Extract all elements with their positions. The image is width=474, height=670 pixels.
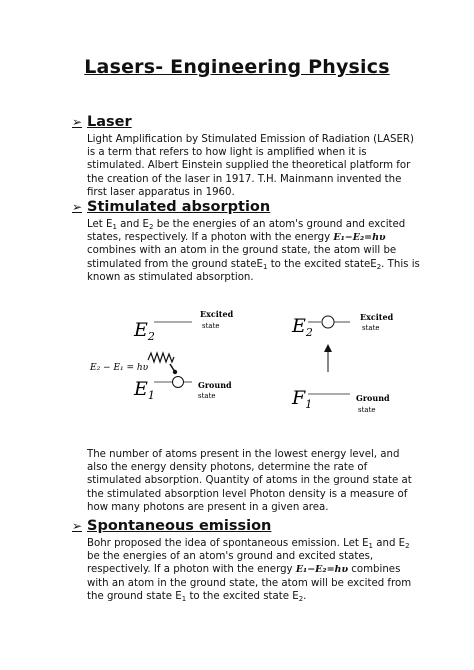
atom-circle: [322, 316, 334, 328]
state-label: state: [358, 406, 376, 414]
right-energy-diagram: [291, 312, 394, 414]
excited-label: Excited: [360, 312, 394, 322]
paragraph: Light Amplification by Stimulated Emission of Radiation (LASER) is a term that refers to how light is amplified when it is stimulated. Albert Einstein supplied the theoretical platform for the creation of the laser in 1917. T.H. Mainmann invented the first laser apparatus in 1960.: [87, 134, 414, 198]
heading-text: Laser: [87, 114, 132, 130]
heading-text: Spontaneous emission: [87, 518, 272, 534]
e2-label: $E_2$: [134, 319, 155, 343]
photon-wave-icon: [148, 353, 174, 362]
e1-label: $F_1$: [292, 387, 313, 411]
energy-equation: E₁−E₂=hυ: [333, 232, 386, 244]
arrowhead-bullet-icon: ➢: [72, 519, 83, 533]
section-heading: [72, 199, 422, 215]
energy-relation: E₂ − E₁ = hυ: [90, 363, 149, 373]
section-spontaneous-emission: [72, 518, 422, 603]
paragraph: Let $E_1$ and $E_2$ be the energies of an atom's ground and excited states, respectively. If a photon with the energy E₁−E₂=hυ combines with an atom in the ground state, the atom will be stimulated from the ground stateE$_1$ to the excited stateE$_2$. This is known as stimulated absorption.: [87, 219, 420, 283]
atom-circle: [173, 377, 184, 388]
ground-label: Ground: [356, 393, 390, 403]
energy-equation: E₁−E₂=hυ: [295, 564, 349, 576]
arrowhead-icon: [324, 344, 332, 352]
ground-label: Ground: [198, 380, 232, 390]
excited-label: Excited: [200, 309, 234, 319]
paragraph: Bohr proposed the idea of spontaneous emission. Let $E_1$ and $E_2$ be the energies of an atom's ground and excited states, respectively. If a photon with the energy E₁−E₂=hυ combines with an atom in the ground state, the atom will be excited from the ground state $E_1$ to the excited state $E_2$.: [87, 538, 412, 603]
arrowhead-bullet-icon: ➢: [72, 115, 83, 129]
state-label: state: [202, 322, 220, 330]
photon-arrow-head: [173, 370, 177, 374]
state-label: state: [198, 392, 216, 400]
page-title: Lasers- Engineering Physics: [84, 56, 390, 78]
left-energy-diagram: [89, 309, 234, 402]
arrowhead-bullet-icon: ➢: [72, 200, 83, 214]
section-heading: [72, 114, 422, 130]
heading-text: Stimulated absorption: [87, 199, 271, 215]
section-heading: [72, 518, 422, 534]
paragraph: The number of atoms present in the lowest energy level, and also the energy density photons, determine the rate of stimulated absorption. Quantity of atoms in the ground state at the stimulated absorption level Photon density is a measure of how many photons are present in a given area.: [87, 449, 412, 513]
stimulated-absorption-diagram: [82, 298, 402, 418]
state-label: state: [362, 324, 380, 332]
e1-label: $E_1$: [134, 378, 155, 402]
section-laser: [72, 114, 422, 199]
section-stimulated-absorption: [72, 199, 422, 284]
e2-label: $E_2$: [292, 315, 313, 339]
